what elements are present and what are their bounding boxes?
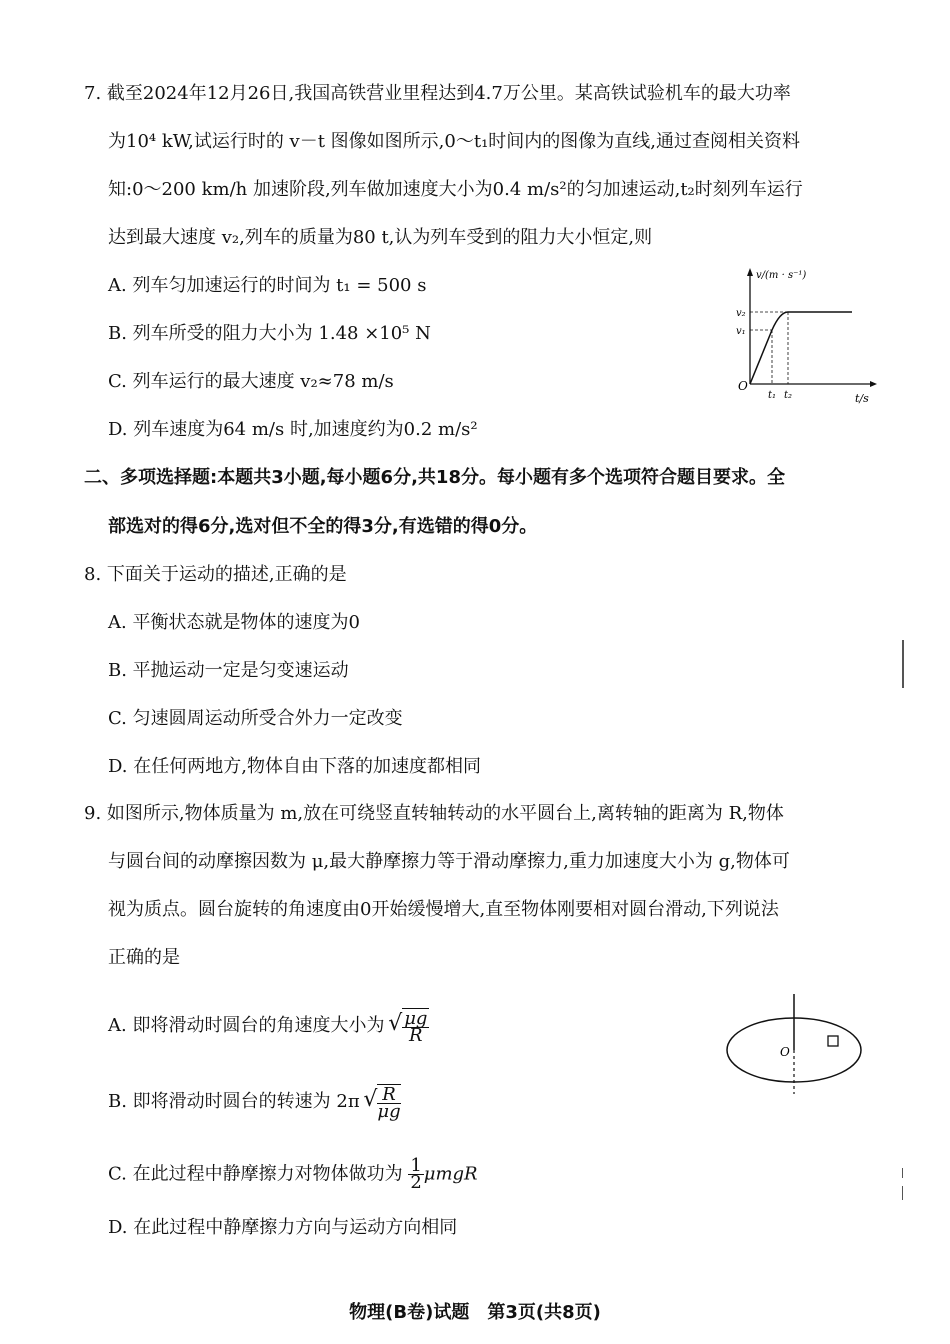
q9-option-c-numerator: 1: [410, 1155, 422, 1176]
q9-option-b-numerator: √ R: [377, 1087, 400, 1104]
q7-stem-line3: 知:0～200 km/h 加速阶段,列车做加速度大小为0.4 m/s²的匀加速运动,t₂时刻列车运行: [108, 179, 803, 200]
q9-stem-line3: 视为质点。圆台旋转的角速度由0开始缓慢增大,直至物体刚要相对圆台滑动,下列说法: [108, 899, 779, 920]
q9-option-b-sqrt: [365, 1084, 400, 1120]
q7-vt-graph: [730, 264, 880, 410]
q7-graph-origin: O: [738, 379, 748, 393]
q9-option-b: [108, 1084, 401, 1120]
q9-option-a-denominator: R: [409, 1025, 423, 1046]
q7-graph-x-label: t/s: [855, 392, 869, 405]
q7-stem-line1: 7. 截至2024年12月26日,我国高铁营业里程达到4.7万公里。某高铁试验机车的最大功率: [84, 83, 791, 104]
q9-option-c-fraction: [408, 1155, 423, 1193]
q7-graph-t1-label: t₁: [768, 390, 777, 401]
q7-stem-line2: 为10⁴ kW,试运行时的 v－t 图像如图所示,0～t₁时间内的图像为直线,通过查阅相关资料: [108, 131, 801, 152]
q9-option-a-numerator: √ μg: [404, 1008, 428, 1029]
q7-graph-v2-label: v₂: [736, 308, 746, 319]
q7-graph-t2-label: t₂: [784, 390, 793, 401]
scan-edge-mark-mid: [902, 1168, 903, 1178]
q7-option-b: B. 列车所受的阻力大小为 1.48 ×10⁵ N: [108, 323, 431, 344]
q7-graph-curve-segment: [772, 312, 788, 330]
q9-stem-line4: 正确的是: [108, 947, 180, 968]
q9-option-b-denominator: μg: [377, 1101, 401, 1122]
q9-option-c-tail: μmgR: [423, 1163, 478, 1185]
q9-option-a-sqrt: [390, 1008, 429, 1044]
q9-option-a-fraction: [402, 1008, 429, 1044]
q7-graph-t-arrow: [870, 381, 877, 387]
q9-option-b-text: B. 即将滑动时圆台的转速为 2π: [108, 1091, 360, 1112]
q8-option-c: C. 匀速圆周运动所受合外力一定改变: [108, 708, 403, 729]
q7-option-d: D. 列车速度为64 m/s 时,加速度约为0.2 m/s²: [108, 419, 478, 440]
q9-block-object: [828, 1036, 838, 1046]
q8-stem: 8. 下面关于运动的描述,正确的是: [84, 564, 347, 585]
q8-option-a: A. 平衡状态就是物体的速度为0: [108, 612, 360, 633]
q7-option-c: C. 列车运行的最大速度 v₂≈78 m/s: [108, 371, 394, 392]
q9-turntable-diagram: [724, 990, 870, 1100]
scan-edge-mark-low: [902, 1186, 903, 1200]
q9-option-b-fraction: [377, 1084, 400, 1120]
q7-option-a: A. 列车匀加速运行的时间为 t₁ = 500 s: [108, 275, 427, 296]
section2-header-line2: 部选对的得6分,选对但不全的得3分,有选错的得0分。: [108, 516, 538, 537]
q7-graph-linear-segment: [750, 330, 772, 384]
page-footer: 物理(B卷)试题 第3页(共8页): [349, 1302, 601, 1323]
q9-option-a-text: A. 即将滑动时圆台的角速度大小为: [108, 1015, 385, 1036]
section2-header-line1: 二、多项选择题:本题共3小题,每小题6分,共18分。每小题有多个选项符合题目要求。全: [84, 467, 785, 488]
q7-graph-y-label: v/(m · s⁻¹): [756, 270, 807, 281]
scan-edge-mark-top: [902, 640, 904, 688]
q9-stem-line2: 与圆台间的动摩擦因数为 μ,最大静摩擦力等于滑动摩擦力,重力加速度大小为 g,物体可: [108, 851, 790, 872]
q9-option-d: D. 在此过程中静摩擦力方向与运动方向相同: [108, 1217, 458, 1238]
q9-option-c-text: C. 在此过程中静摩擦力对物体做功为: [108, 1163, 403, 1185]
q9-option-c: [108, 1155, 478, 1193]
q7-graph-v1-label: v₁: [736, 326, 746, 337]
q9-diagram-origin: O: [780, 1045, 790, 1059]
q9-option-a: [108, 1008, 429, 1044]
q9-option-c-denominator: 2: [410, 1172, 422, 1193]
q8-option-b: B. 平抛运动一定是匀变速运动: [108, 660, 349, 681]
q7-stem-line4: 达到最大速度 v₂,列车的质量为80 t,认为列车受到的阻力大小恒定,则: [108, 227, 653, 248]
q7-graph-v-arrow: [747, 268, 753, 276]
q9-stem-line1: 9. 如图所示,物体质量为 m,放在可绕竖直转轴转动的水平圆台上,离转轴的距离为 R,物体: [84, 803, 784, 824]
q8-option-d: D. 在任何两地方,物体自由下落的加速度都相同: [108, 756, 481, 777]
